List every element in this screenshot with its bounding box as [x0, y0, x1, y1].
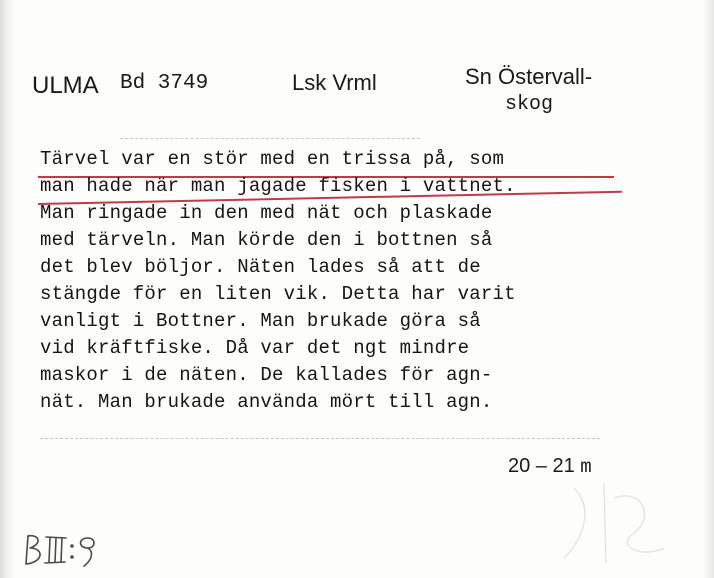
- card-right-edge: [704, 0, 714, 578]
- page-range: 20 – 21: [508, 455, 575, 477]
- faint-rule: [120, 138, 420, 139]
- parish-line-2: skog: [505, 93, 554, 116]
- body-line: man hade när man jagade fisken i vattnet.: [40, 175, 516, 197]
- page-reference: [508, 455, 592, 478]
- archive-code: ULMA: [32, 72, 99, 99]
- card-left-edge: [0, 0, 14, 578]
- province-text: Lsk Vrml: [292, 70, 377, 95]
- pencil-corner-mark: [22, 530, 114, 570]
- page-unit: m: [580, 456, 592, 478]
- body-line: med tärveln. Man körde den i bottnen så: [40, 229, 493, 251]
- bleed-through-mark: [554, 478, 674, 568]
- body-line: Man ringade in den med nät och plaskade: [40, 202, 493, 224]
- body-line: Tärvel var en stör med en trissa på, som: [40, 148, 505, 170]
- province-label: [292, 70, 377, 96]
- card-body: [40, 146, 640, 416]
- volume-number: Bd 3749: [120, 72, 209, 95]
- body-line: vanligt i Bottner. Man brukade göra så: [40, 310, 481, 332]
- body-line: maskor i de näten. De kallades för agn-: [40, 364, 493, 386]
- body-line: det blev böljor. Näten lades så att de: [40, 256, 481, 278]
- body-line: vid kräftfiske. Då var det ngt mindre: [40, 337, 470, 359]
- body-line: nät. Man brukade använda mört till agn.: [40, 391, 493, 413]
- body-line: stängde för en liten vik. Detta har varit: [40, 283, 516, 305]
- parish-line-1: Sn Östervall-: [465, 64, 593, 89]
- faint-rule: [40, 438, 600, 439]
